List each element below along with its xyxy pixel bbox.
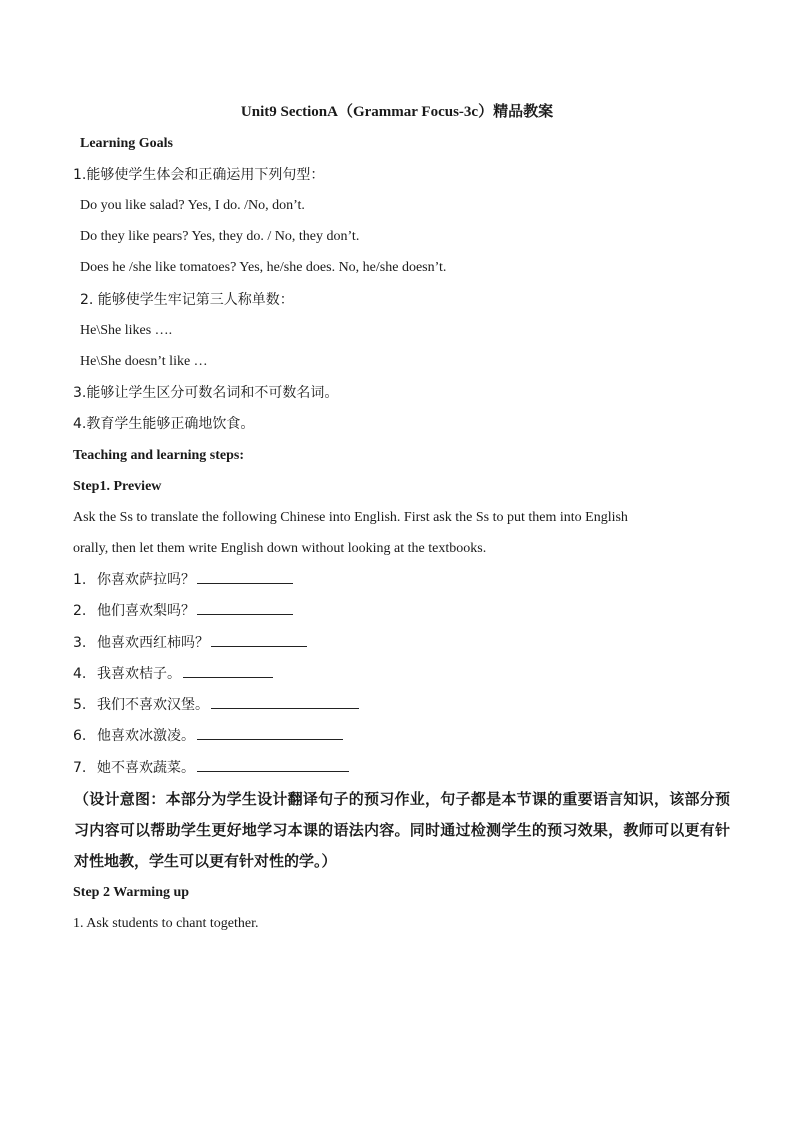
third-person-example-1: He\She likes …. <box>80 323 173 338</box>
translation-item <box>73 664 273 684</box>
item-text: 他喜欢冰激凌。 <box>97 728 195 744</box>
third-person-example-2: He\She doesn’t like … <box>80 354 208 369</box>
steps-heading: Teaching and learning steps: <box>73 448 245 463</box>
item-number: 4. <box>73 666 87 682</box>
item-text: 你喜欢萨拉吗？ <box>97 572 195 588</box>
item-number: 1. <box>73 572 87 588</box>
translation-item <box>73 601 293 621</box>
step2-item-1: 1. Ask students to chant together. <box>73 916 259 931</box>
answer-blank[interactable] <box>197 570 293 584</box>
learning-goals-heading: Learning Goals <box>80 136 173 151</box>
item-text: 她不喜欢蔬菜。 <box>97 760 195 776</box>
item-text: 我们不喜欢汉堡。 <box>97 697 209 713</box>
goal-4: 4.教育学生能够正确地饮食。 <box>73 416 255 432</box>
translation-item <box>73 570 293 590</box>
step1-instruction-line1: Ask the Ss to translate the following Chinese into English. First ask the Ss to put them into English <box>73 510 628 525</box>
design-intent-note: （设计意图：本部分为学生设计翻译句子的预习作业，句子都是本节课的重要语言知识，该部分预习内容可以帮助学生更好地学习本课的语法内容。同时通过检测学生的预习效果，教师可以更有针对性地教，学生可以更有针对性的学。） <box>74 790 730 870</box>
answer-blank[interactable] <box>197 601 293 615</box>
item-number: 5. <box>73 697 87 713</box>
answer-blank[interactable] <box>197 726 343 740</box>
item-text: 他们喜欢梨吗？ <box>97 603 195 619</box>
sentence-pattern-2: Do they like pears? Yes, they do. / No, they don’t. <box>80 229 360 244</box>
sentence-pattern-3: Does he /she like tomatoes? Yes, he/she does. No, he/she doesn’t. <box>80 260 447 275</box>
goal-3: 3.能够让学生区分可数名词和不可数名词。 <box>73 385 339 401</box>
document-title: Unit9 SectionA（Grammar Focus-3c）精品教案 <box>240 104 554 120</box>
translation-item <box>73 726 343 746</box>
answer-blank[interactable] <box>211 633 307 647</box>
answer-blank[interactable] <box>197 758 349 772</box>
goal-1: 1.能够使学生体会和正确运用下列句型： <box>73 167 325 183</box>
item-number: 6. <box>73 728 87 744</box>
answer-blank[interactable] <box>183 664 273 678</box>
item-text: 他喜欢西红柿吗？ <box>97 635 209 651</box>
item-text: 我喜欢桔子。 <box>97 666 181 682</box>
item-number: 7. <box>73 760 87 776</box>
step1-instruction-line2: orally, then let them write English down without looking at the textbooks. <box>73 541 487 556</box>
translation-item <box>73 695 359 715</box>
step2-heading: Step 2 Warming up <box>73 885 190 900</box>
translation-item <box>73 758 349 778</box>
sentence-pattern-1: Do you like salad? Yes, I do. /No, don’t. <box>80 198 305 213</box>
item-number: 3. <box>73 635 87 651</box>
translation-item <box>73 633 307 653</box>
step1-heading: Step1. Preview <box>73 479 162 494</box>
item-number: 2. <box>73 603 87 619</box>
answer-blank[interactable] <box>211 695 359 709</box>
goal-2: 2. 能够使学生牢记第三人称单数： <box>80 292 294 308</box>
